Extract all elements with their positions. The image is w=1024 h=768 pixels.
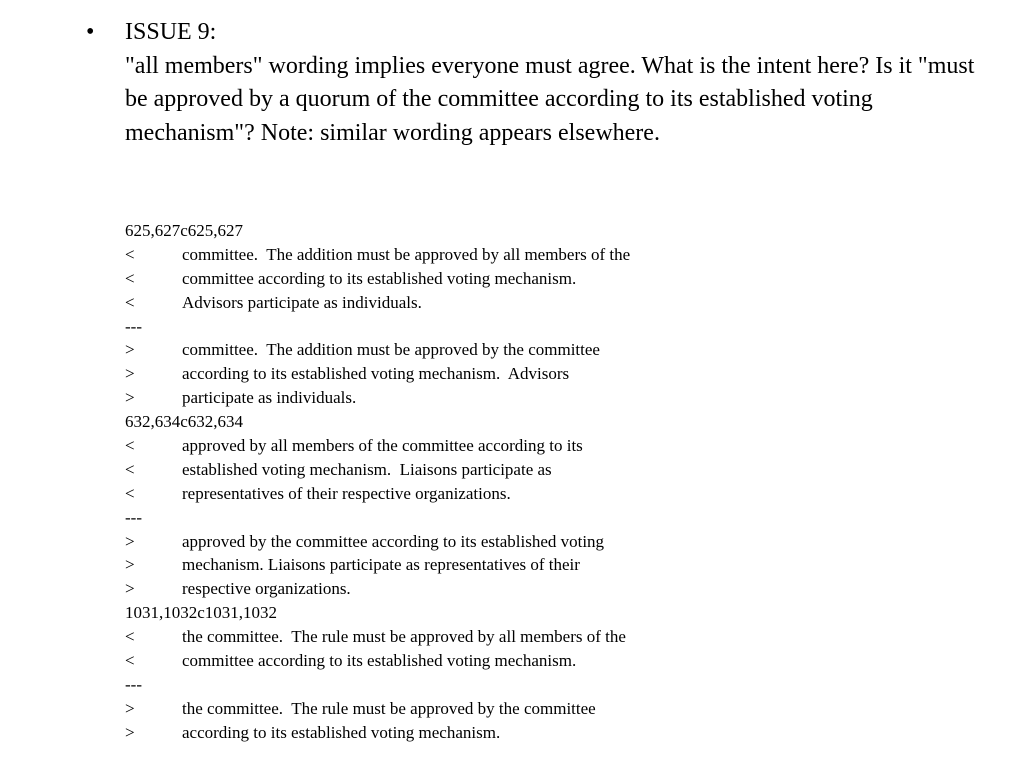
diff-line-text: approved by all members of the committee according to its — [182, 436, 583, 456]
removed-marker: < — [125, 292, 135, 312]
diff-line-old — [125, 458, 985, 482]
diff-line-header — [125, 219, 985, 243]
added-marker: > — [125, 698, 135, 718]
diff-line-text: 625,627c625,627 — [125, 221, 244, 240]
diff-line-new — [125, 338, 985, 362]
diff-line-text: the committee. The rule must be approved by the committee — [182, 698, 596, 718]
added-marker: > — [125, 722, 135, 742]
diff-line-text: committee according to its established voting mechanism. — [182, 268, 577, 288]
diff-listing — [125, 219, 985, 745]
diff-line-text: approved by the committee according to its established voting — [182, 531, 605, 551]
diff-line-header — [125, 410, 985, 434]
diff-line-old — [125, 267, 985, 291]
removed-marker: < — [125, 627, 135, 647]
diff-line-text: the committee. The rule must be approved by all members of the — [182, 627, 626, 647]
removed-marker: < — [125, 459, 135, 479]
diff-line-text: committee. The addition must be approved by the committee — [182, 340, 600, 360]
diff-line-text: established voting mechanism. Liaisons participate as — [182, 459, 552, 479]
diff-line-text: participate as individuals. — [182, 388, 357, 408]
diff-line-separator — [125, 315, 985, 339]
diff-line-text: committee. The addition must be approved by all members of the — [182, 244, 631, 264]
added-marker: > — [125, 531, 135, 551]
diff-line-new — [125, 530, 985, 554]
issue-block — [125, 16, 985, 150]
added-marker: > — [125, 340, 135, 360]
diff-line-text: 1031,1032c1031,1032 — [125, 603, 278, 623]
diff-line-text: --- — [125, 316, 142, 336]
diff-line-text: Advisors participate as individuals. — [182, 292, 422, 312]
diff-line-new — [125, 553, 985, 577]
removed-marker: < — [125, 268, 135, 288]
diff-line-separator — [125, 673, 985, 697]
diff-line-old — [125, 482, 985, 506]
diff-line-text: committee according to its established voting mechanism. — [182, 651, 577, 671]
removed-marker: < — [125, 483, 135, 503]
issue-title: ISSUE 9: — [125, 19, 217, 45]
diff-line-text: according to its established voting mechanism. Advisors — [182, 364, 570, 384]
diff-line-text: --- — [125, 507, 142, 527]
added-marker: > — [125, 555, 135, 575]
diff-line-new — [125, 721, 985, 745]
diff-line-text: 632,634c632,634 — [125, 412, 244, 432]
diff-line-text: mechanism. Liaisons participate as representatives of their — [182, 555, 580, 575]
added-marker: > — [125, 388, 135, 408]
diff-line-header — [125, 601, 985, 625]
diff-line-old — [125, 649, 985, 673]
diff-line-separator — [125, 506, 985, 530]
diff-line-new — [125, 362, 985, 386]
issue-text: "all members" wording implies everyone must agree. What is the intent here? Is it "must be approved by a quorum of the committee according to its established voting mechanism"? Note: similar wording appears elsewhere. — [125, 52, 975, 146]
removed-marker: < — [125, 651, 135, 671]
bullet-icon: • — [86, 19, 95, 45]
diff-line-old — [125, 625, 985, 649]
added-marker: > — [125, 579, 135, 599]
removed-marker: < — [125, 244, 135, 264]
diff-line-new — [125, 386, 985, 410]
diff-line-new — [125, 577, 985, 601]
diff-line-old — [125, 434, 985, 458]
diff-line-text: representatives of their respective organizations. — [182, 483, 511, 503]
diff-line-old — [125, 243, 985, 267]
diff-line-text: respective organizations. — [182, 579, 351, 599]
removed-marker: < — [125, 436, 135, 456]
diff-line-old — [125, 291, 985, 315]
diff-line-text: --- — [125, 674, 142, 694]
diff-line-new — [125, 697, 985, 721]
diff-line-text: according to its established voting mechanism. — [182, 722, 501, 742]
added-marker: > — [125, 364, 135, 384]
